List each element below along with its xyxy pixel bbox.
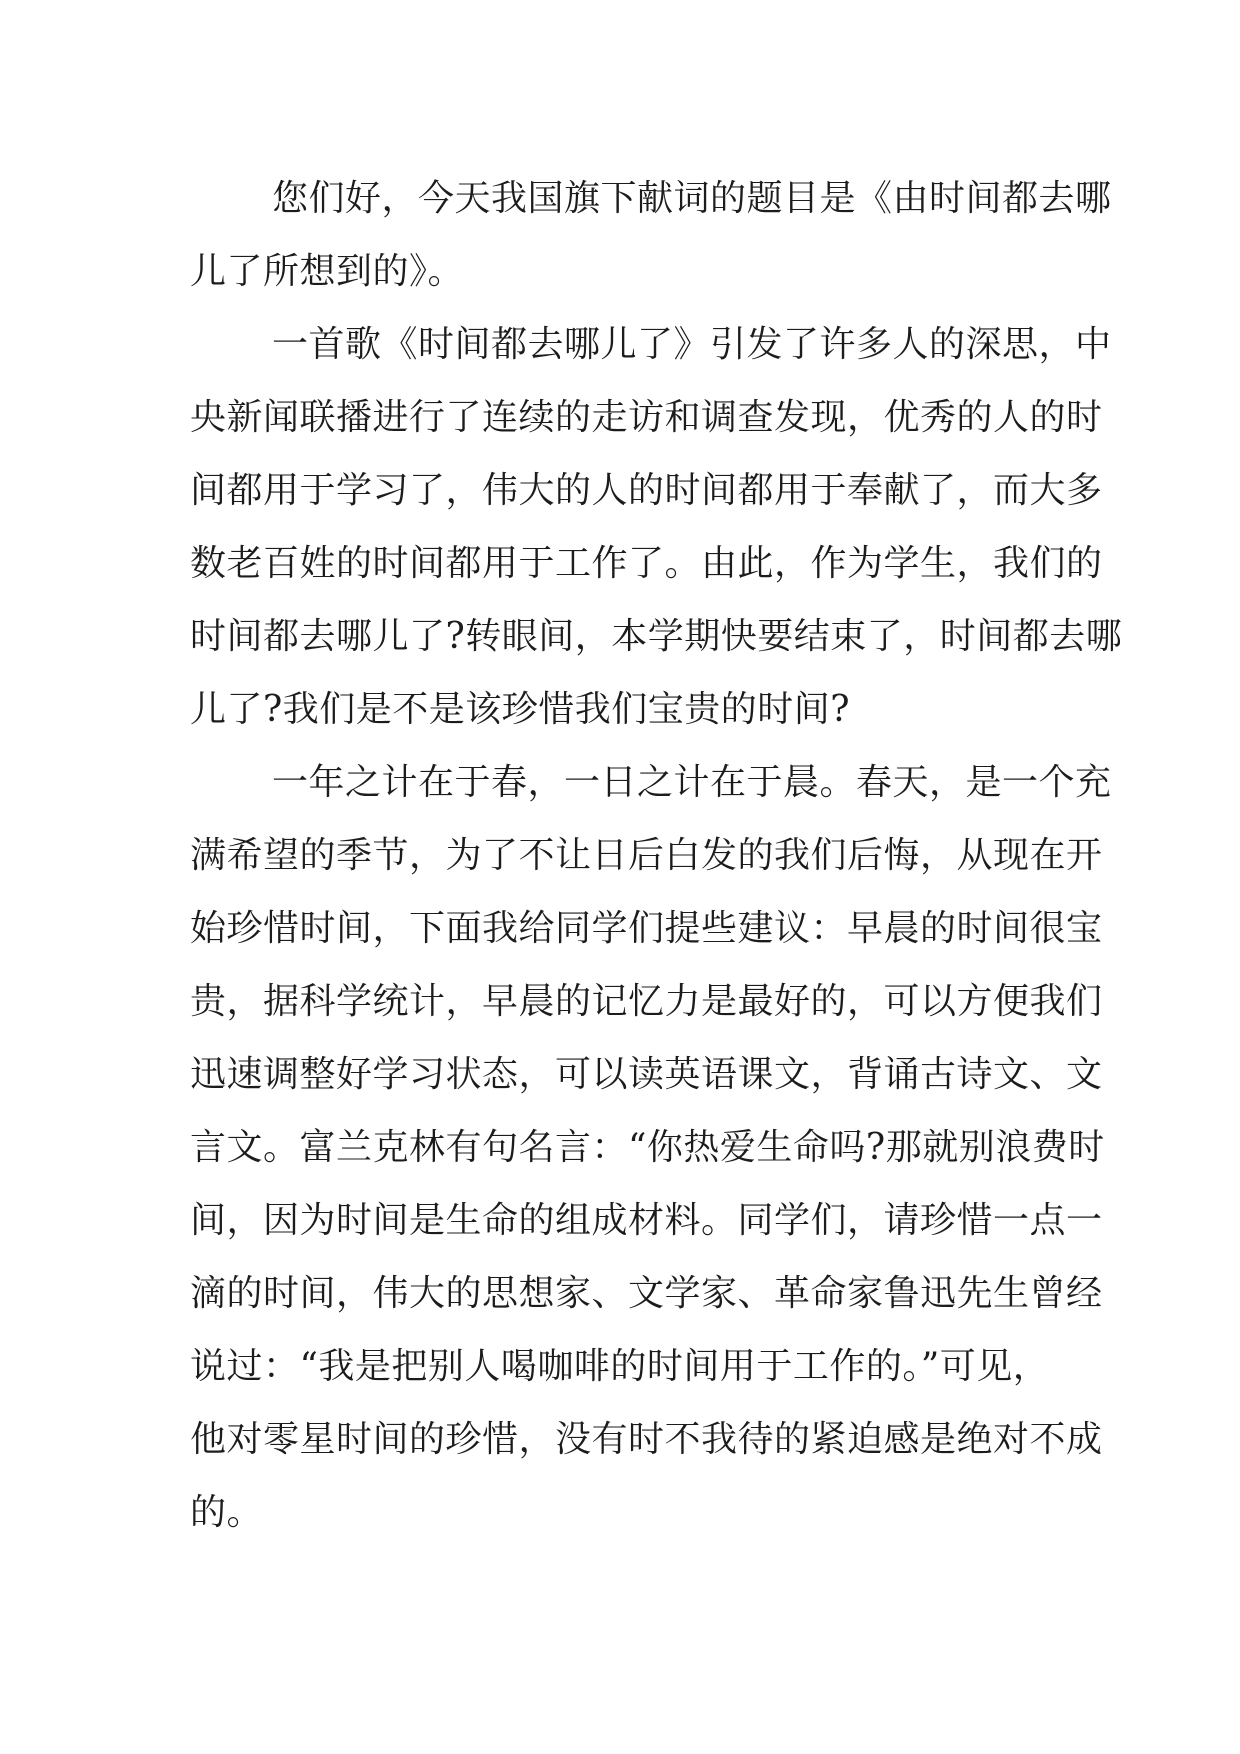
paragraph-3-line-1: 一年之计在于春，一日之计在于晨。春天，是一个充 <box>272 762 1112 803</box>
paragraph-2-line-3: 间都用于学习了，伟大的人的时间都用于奉献了，而大多 <box>190 470 1103 511</box>
paragraph-2-line-2: 央新闻联播进行了连续的走访和调查发现，优秀的人的时 <box>190 397 1103 438</box>
paragraph-3-line-2: 满希望的季节，为了不让日后白发的我们后悔，从现在开 <box>190 835 1103 876</box>
paragraph-1-line-1: 您们好，今天我国旗下献词的题目是《由时间都去哪 <box>272 178 1112 219</box>
paragraph-3-line-3: 始珍惜时间，下面我给同学们提些建议：早晨的时间很宝 <box>190 908 1103 949</box>
paragraph-2-line-4: 数老百姓的时间都用于工作了。由此，作为学生，我们的 <box>190 543 1103 584</box>
paragraph-3-line-6: 言文。富兰克林有句名言：“你热爱生命吗?那就别浪费时 <box>190 1127 1105 1168</box>
paragraph-2-line-1: 一首歌《时间都去哪儿了》引发了许多人的深思，中 <box>272 324 1112 365</box>
body-text <box>190 162 1123 1549</box>
paragraph-3-line-5: 迅速调整好学习状态，可以读英语课文，背诵古诗文、文 <box>190 1054 1103 1095</box>
paragraph-3-line-10: 他对零星时间的珍惜，没有时不我待的紧迫感是绝对不成 <box>190 1419 1103 1460</box>
paragraph-1-line-2: 儿了所想到的》。 <box>190 251 465 292</box>
paragraph-3-line-9: 说过：“我是把别人喝咖啡的时间用于工作的。”可见， <box>190 1346 1050 1387</box>
paragraph-3-line-4: 贵，据科学统计，早晨的记忆力是最好的，可以方便我们 <box>190 981 1103 1022</box>
paragraph-2-line-5: 时间都去哪儿了?转眼间，本学期快要结束了，时间都去哪 <box>190 616 1123 657</box>
paragraph-2-line-6: 儿了?我们是不是该珍惜我们宝贵的时间? <box>190 689 851 730</box>
paragraph-3-line-8: 滴的时间，伟大的思想家、文学家、革命家鲁迅先生曾经 <box>190 1273 1103 1314</box>
paragraph-3-line-7: 间，因为时间是生命的组成材料。同学们，请珍惜一点一 <box>190 1200 1103 1241</box>
paragraph-3-line-11: 的。 <box>190 1492 264 1533</box>
